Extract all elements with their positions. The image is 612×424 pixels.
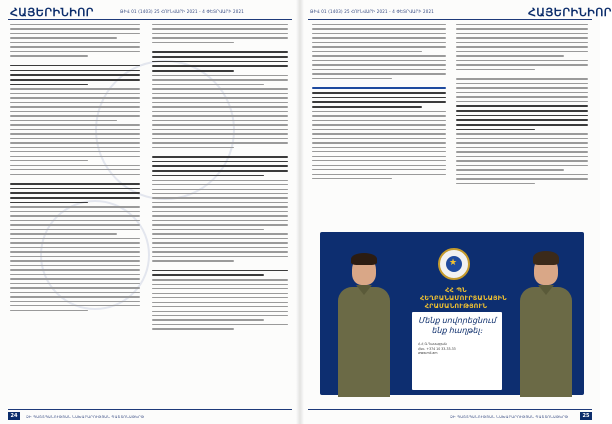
page-gutter <box>296 0 304 424</box>
ad-title: ՀՀ ՊՆ ՀԵՂԲԱՆԱՄՈՒՐՏԱՆԱՅԻՆ ՀՐԱՄԱՆՈՒԹՅՈՒՆ <box>420 286 507 310</box>
left-page <box>0 0 300 424</box>
soldier-photo-right <box>516 245 576 395</box>
page-number: 25 <box>580 412 592 420</box>
footer-rule <box>8 409 292 410</box>
recruitment-ad <box>320 232 584 395</box>
footer-rule <box>308 409 592 410</box>
ad-contact-line: Հեռ. +374 10 33-33-33 <box>418 346 456 351</box>
soldier-photo-left <box>334 245 394 395</box>
footer-text: ԶԻ ՊԱՇՏՊԱՆՈՒԹՅԱՆ ՆԱԽԱՐԱՐՈՒԹՅԱՆ ՊԱՇՏՈՆԱԹԵՐԹ <box>450 415 569 419</box>
masthead: ՀԱՅԵՐԻՆԻՈՐ <box>528 7 612 19</box>
issue-line: ԹԻՎ 01 (1403) 25 ՀՈՒՆՎԱՐԻ 2021 - 4 ՓԵՏՐՎԱՐԻ 2021 <box>120 9 244 14</box>
article-column <box>10 24 140 314</box>
masthead: ՀԱՅԵՐԻՆԻՈՐ <box>10 7 94 19</box>
ad-contact-line: www.mil.am <box>418 351 438 356</box>
header-rule <box>308 19 592 20</box>
footer-text: ԶԻ ՊԱՇՏՊԱՆՈՒԹՅԱՆ ՆԱԽԱՐԱՐՈՒԹՅԱՆ ՊԱՇՏՈՆԱԹԵՐԹ <box>26 415 145 419</box>
ad-info-box <box>412 312 502 390</box>
ad-contact-line: Հ.Հ.Գ.Ղասաբյան <box>418 342 447 346</box>
page-number: 24 <box>8 412 20 420</box>
article-column <box>456 24 588 187</box>
header-rule <box>8 19 292 20</box>
military-emblem: ★ <box>438 248 470 280</box>
ad-slogan: Մենք սովորեցնում ենք հաղթել։ <box>418 316 496 335</box>
article-column <box>152 24 288 333</box>
issue-line: ԹԻՎ 01 (1403) 25 ՀՈՒՆՎԱՐԻ 2021 - 4 ՓԵՏՐՎԱՐԻ 2021 <box>310 9 434 14</box>
article-column <box>312 24 446 182</box>
